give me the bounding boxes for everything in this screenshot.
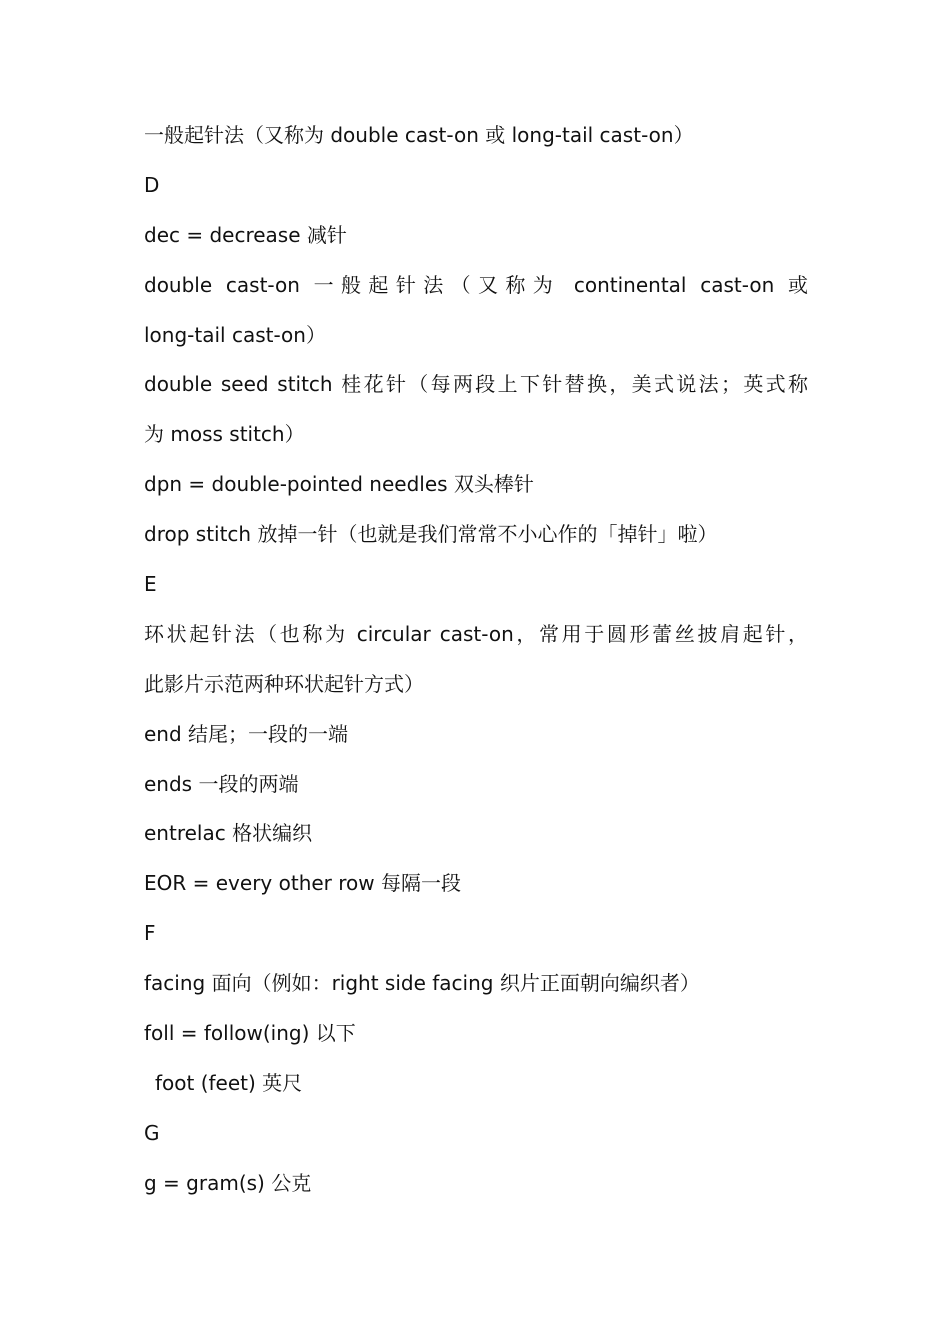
text-line: facing 面向（例如：right side facing 织片正面朝向编织者） xyxy=(144,971,700,996)
text-line: 环状起针法（也称为 circular cast-on，常用于圆形蕾丝披肩起针， xyxy=(144,621,808,646)
text-line: entrelac 格状编织 xyxy=(144,821,313,846)
text-line: 一般起针法（又称为 double cast-on 或 long-tail cast-on） xyxy=(144,123,694,147)
text-line: drop stitch 放掉一针（也就是我们常常不小心作的「掉针」啦） xyxy=(144,522,718,547)
text-line: long-tail cast-on） xyxy=(144,322,326,347)
text-line: ends 一段的两端 xyxy=(144,771,299,796)
text-line: dpn = double-pointed needles 双头棒针 xyxy=(144,472,534,497)
text-line: dec = decrease 减针 xyxy=(144,222,347,247)
text-line: double cast-on 一般起针法（又称为 continental cast-on 或 xyxy=(144,272,808,297)
text-line: foot (feet) 英尺 xyxy=(155,1070,303,1095)
text-line: 此影片示范两种环状起针方式） xyxy=(144,671,424,696)
section-letter-f: F xyxy=(144,921,156,946)
text-line: foll = follow(ing) 以下 xyxy=(144,1021,356,1046)
text-line: g = gram(s) 公克 xyxy=(144,1170,312,1195)
section-letter-e: E xyxy=(144,572,157,597)
text-line: EOR = every other row 每隔一段 xyxy=(144,871,461,896)
text-line: 为 moss stitch） xyxy=(144,422,305,447)
section-letter-d: D xyxy=(144,172,160,197)
text-line: end 结尾；一段的一端 xyxy=(144,721,349,746)
document-page xyxy=(144,117,808,1215)
text-line: double seed stitch 桂花针（每两段上下针替换，美式说法；英式称 xyxy=(144,372,808,397)
section-letter-g: G xyxy=(144,1120,160,1145)
